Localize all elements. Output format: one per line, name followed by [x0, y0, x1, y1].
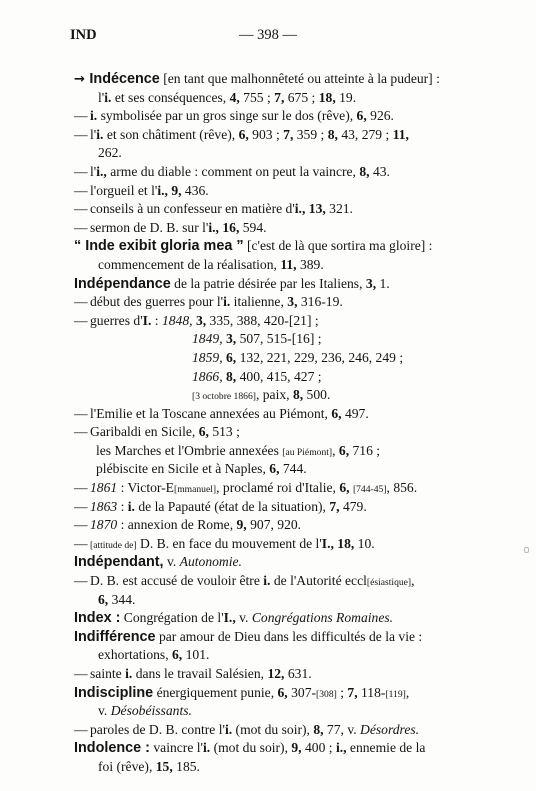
entry-heading: “ Inde exibit gloria mea ”	[74, 238, 244, 255]
index-subentry	[74, 144, 469, 163]
entry-text: 18,	[337, 535, 355, 551]
entry-text: i.	[90, 108, 98, 124]
entry-text: 101.	[182, 647, 210, 663]
entry-text: 15,	[155, 758, 173, 774]
index-subentry	[74, 182, 469, 201]
entry-text: 6,	[98, 591, 109, 607]
entry-text: 631.	[284, 666, 312, 681]
entry-text: : annexion de Rome,	[117, 517, 237, 533]
index-subentry	[74, 646, 469, 665]
entry-text: de la patrie désirée par les Italiens,	[170, 275, 366, 291]
entry-text: énergiquement punie,	[153, 684, 278, 700]
dash-marker: —	[74, 163, 88, 179]
entry-text: 675 ;	[284, 89, 319, 105]
entry-text: l'orgueil et l'	[90, 182, 158, 198]
entry-heading: Indécence	[89, 71, 160, 87]
index-subentry	[74, 200, 469, 219]
dash-marker: —	[74, 721, 88, 737]
entry-text: [ésiastique]	[366, 577, 412, 589]
entry-text: exhortations,	[98, 647, 172, 663]
entry-text: i.,	[294, 201, 306, 217]
entry-text: 497.	[341, 405, 369, 421]
entry-text: 6,	[172, 647, 183, 663]
entry-text: 744.	[279, 461, 307, 477]
index-subentry	[74, 591, 469, 610]
entry-text: 6,	[238, 126, 249, 142]
entry-text: 6,	[339, 480, 350, 496]
entry-text: :	[151, 312, 162, 328]
entry-text: 9,	[291, 740, 302, 756]
index-subentry	[74, 330, 469, 349]
entry-text: 389.	[296, 256, 324, 272]
entry-text: 1849,	[192, 331, 223, 347]
entry-text: symbolisée par un gros singe sur le dos (rêve),	[97, 108, 357, 124]
entry-text: début des guerres pour l'	[90, 294, 224, 310]
entry-text: l'Emilie et la Toscane annexées au Piémont,	[90, 405, 332, 421]
entry-text: Garibaldi en Sicile,	[90, 424, 199, 440]
entry-text: 6,	[226, 349, 237, 365]
entry-text: 262.	[98, 145, 122, 161]
index-subentry	[74, 386, 469, 405]
index-subentry	[74, 163, 469, 182]
entry-text: i.	[104, 89, 112, 105]
entry-text: 907, 920.	[246, 517, 302, 533]
entry-text: vaincre l'	[149, 740, 203, 756]
entry-text: de la Papauté (état de la situation),	[134, 498, 330, 514]
index-subentry	[74, 126, 469, 145]
entry-text: 321.	[325, 201, 353, 217]
entry-text: [744-45]	[352, 484, 387, 496]
entry-text: 11,	[392, 126, 409, 142]
entry-text: 1859,	[192, 349, 223, 365]
entry-text: 1848,	[161, 312, 193, 328]
entry-text: 716 ;	[349, 442, 381, 458]
index-entry	[74, 739, 469, 758]
index-subentry	[74, 349, 469, 368]
index-subentry	[74, 516, 469, 535]
entry-text: 8,	[327, 126, 338, 142]
entry-text: 6,	[198, 424, 209, 440]
entry-text: [en tant que malhonnêteté ou atteinte à la pudeur] :	[159, 71, 440, 86]
index-subentry	[74, 758, 469, 777]
entry-text: et ses conséquences,	[111, 89, 230, 105]
dash-marker: —	[74, 405, 88, 421]
entry-text: 359 ;	[293, 126, 328, 142]
entry-text: 926.	[366, 108, 394, 124]
index-subentry	[74, 460, 469, 479]
entry-text: dans le travail Salésien,	[132, 666, 268, 681]
entry-text: , paix,	[255, 387, 293, 403]
entry-text: 400, 415, 427 ;	[236, 368, 322, 384]
entry-text: 19.	[335, 89, 357, 105]
entry-text: , 856.	[386, 480, 418, 496]
entry-text: 344.	[108, 591, 136, 607]
entry-text: [au Piémont]	[282, 446, 333, 458]
entry-heading: Indépendance	[74, 275, 171, 292]
entry-text: 1863	[90, 498, 118, 514]
entry-text: 755 ;	[239, 89, 275, 105]
entry-heading: Indifférence	[74, 628, 156, 645]
entry-text: v.	[235, 610, 252, 626]
entry-text: 400 ;	[301, 740, 336, 756]
index-subentry	[74, 423, 469, 442]
dash-marker: —	[74, 480, 88, 496]
entry-text: v.	[163, 554, 180, 570]
entry-text: Autonomie.	[179, 554, 242, 570]
entry-text: 7,	[274, 89, 285, 105]
entry-text: ,	[411, 573, 415, 589]
entry-text: foi (rêve),	[98, 758, 156, 774]
entry-text: 8,	[226, 368, 237, 384]
entry-text: [attitude de]	[90, 539, 137, 551]
entry-text: i.	[127, 498, 135, 514]
entry-text: 4,	[229, 89, 240, 105]
entry-text: Désobéissants.	[110, 703, 192, 719]
dash-marker: —	[74, 108, 88, 124]
entry-text: 594.	[239, 219, 267, 235]
dash-marker: —	[74, 535, 88, 551]
entry-text: 8,	[313, 721, 324, 737]
index-subentry	[74, 721, 469, 740]
entry-text: ennemie de la	[346, 740, 426, 756]
dash-marker: —	[74, 517, 88, 533]
margin-mark	[524, 547, 529, 553]
index-subentry	[74, 498, 469, 517]
entry-text: 185.	[172, 758, 200, 774]
entry-text: 9,	[171, 182, 182, 198]
entry-text: 7,	[347, 684, 358, 700]
entry-text: 1.	[376, 275, 390, 291]
index-entry	[74, 609, 469, 628]
index-subentry	[74, 442, 469, 461]
index-entry	[74, 70, 469, 89]
entry-text: 6,	[277, 684, 288, 700]
index-subentry	[74, 535, 469, 554]
index-subentry	[74, 405, 469, 424]
entry-text: 12,	[267, 666, 285, 681]
entry-text: l'	[90, 163, 97, 179]
entry-text: 500.	[303, 387, 331, 403]
entry-text: 436.	[181, 182, 209, 198]
entry-text: ,	[405, 684, 410, 700]
entry-text: (mot du soir),	[232, 721, 314, 737]
entry-text: sainte	[90, 666, 126, 681]
entry-text: 6,	[331, 405, 342, 421]
entry-text: 7,	[329, 498, 340, 514]
entry-text: 118-	[357, 684, 386, 700]
dash-marker: —	[74, 182, 88, 198]
entry-text: 10.	[354, 535, 375, 551]
entry-heading: Indiscipline	[74, 684, 154, 701]
entry-text: 507, 515-[16] ;	[236, 331, 322, 347]
entry-text: guerres d'	[90, 312, 143, 328]
entry-text: Congrégations Romaines.	[251, 610, 394, 626]
entry-text: 3,	[365, 275, 377, 291]
dash-marker: —	[74, 312, 88, 328]
index-subentry	[74, 368, 469, 387]
entry-text: i.,	[335, 740, 347, 756]
entry-text: 18,	[318, 89, 336, 105]
dash-marker: —	[74, 424, 88, 440]
dash-marker: —	[74, 573, 88, 589]
entry-heading: Index :	[74, 610, 121, 627]
entry-text: i.	[263, 573, 271, 589]
entry-text: 335, 388, 420-[21] ;	[206, 312, 319, 328]
index-subentry	[74, 312, 469, 331]
entry-heading: Indépendant,	[74, 554, 164, 571]
entry-text: 11,	[280, 256, 297, 272]
entry-text: 43.	[369, 163, 390, 179]
entry-text: I.	[142, 312, 152, 328]
entry-text: 8,	[359, 163, 370, 179]
entry-text: (mot du soir),	[210, 740, 292, 756]
entry-text: ;	[336, 684, 348, 700]
entry-text: i.	[96, 126, 104, 142]
index-subentry	[74, 89, 469, 108]
entry-text: plébiscite en Sicile et à Naples,	[96, 461, 270, 477]
entry-text: arme du diable : comment on peut la vaincre,	[106, 163, 360, 179]
index-entry	[74, 684, 469, 703]
entry-text: i.	[223, 294, 231, 310]
entry-text: v.	[98, 703, 111, 719]
entry-text: →	[74, 72, 90, 87]
entry-text: [308]	[316, 688, 337, 700]
entry-text: i.	[203, 740, 211, 756]
entry-text: 1870	[90, 517, 118, 533]
entry-text: D. B. est accusé de vouloir être	[90, 573, 264, 589]
entry-text: 7,	[283, 126, 294, 142]
entry-text: paroles de D. B. contre l'	[90, 721, 225, 737]
index-entry	[74, 628, 469, 647]
entry-text: l'	[98, 89, 105, 105]
entry-text: 8,	[292, 387, 304, 403]
entry-text: D. B. en face du mouvement de l'	[136, 535, 322, 551]
entry-text: 77, v.	[323, 721, 361, 737]
entry-text: 3,	[226, 331, 237, 347]
entry-text: commencement de la réalisation,	[98, 256, 281, 272]
index-subentry	[74, 572, 469, 591]
entry-text: 3,	[287, 294, 298, 310]
entry-text: 479.	[339, 498, 367, 514]
entry-text: i.,	[157, 182, 168, 198]
dash-marker: —	[74, 666, 88, 681]
entry-text: 16,	[222, 219, 240, 235]
index-subentry	[74, 293, 469, 312]
entry-text: i.	[125, 666, 133, 681]
entry-text: sermon de D. B. sur l'	[90, 219, 209, 235]
index-entries	[74, 70, 469, 777]
entry-text: , proclamé roi d'Italie,	[216, 480, 340, 496]
entry-text: 1866,	[192, 368, 223, 384]
dash-marker: —	[74, 126, 88, 142]
page-number: — 398 —	[239, 27, 297, 43]
entry-text: 513 ;	[208, 424, 240, 440]
entry-text: 3,	[195, 312, 207, 328]
entry-text: i.,	[96, 163, 107, 179]
entry-text: Désordres.	[360, 721, 420, 737]
entry-text: 9,	[236, 517, 247, 533]
entry-heading: Indolence :	[74, 740, 150, 757]
index-entry	[74, 553, 469, 572]
entry-text: Congrégation de l'	[120, 610, 224, 626]
entry-text: par amour de Dieu dans les difficultés de la vie :	[155, 628, 423, 644]
entry-text: :	[117, 498, 128, 514]
entry-text: l'	[90, 126, 97, 142]
entry-text: 132, 221, 229, 236, 246, 249 ;	[236, 349, 404, 365]
dash-marker: —	[74, 294, 88, 310]
entry-text: les Marches et l'Ombrie annexées	[96, 442, 283, 458]
index-subentry	[74, 702, 469, 721]
entry-text: ,	[332, 442, 339, 458]
entry-text: 6,	[338, 442, 350, 458]
entry-text: [c'est de là que sortira ma gloire] :	[243, 238, 433, 254]
entry-text: [3 octobre 1866]	[192, 391, 256, 403]
entry-text: 13,	[308, 201, 326, 217]
entry-text: [119]	[385, 688, 406, 700]
index-subentry	[74, 219, 469, 238]
entry-text: I.,	[321, 535, 334, 551]
entry-text: 6,	[356, 108, 367, 124]
section-label: IND	[70, 27, 97, 43]
dash-marker: —	[74, 498, 88, 514]
entry-text: de l'Autorité eccl	[270, 573, 367, 589]
entry-text: conseils à un confesseur en matière d'	[90, 201, 295, 217]
entry-text: 1861	[90, 480, 118, 496]
entry-text: 43, 279 ;	[337, 126, 393, 142]
index-entry	[74, 237, 469, 256]
index-subentry	[74, 665, 469, 684]
entry-text: i.,	[208, 219, 219, 235]
page-header	[0, 26, 536, 46]
entry-text: et son châtiment (rêve),	[103, 126, 239, 142]
entry-text: 316-19.	[297, 294, 343, 310]
entry-text: 307-	[287, 684, 317, 700]
dash-marker: —	[74, 201, 88, 217]
entry-text: 903 ;	[248, 126, 284, 142]
entry-text: [mmanuel]	[174, 484, 217, 496]
dash-marker: —	[74, 219, 88, 235]
entry-text: I.,	[223, 610, 236, 626]
entry-text: 6,	[269, 461, 280, 477]
index-subentry	[74, 107, 469, 126]
entry-text: italienne,	[230, 294, 288, 310]
entry-text: i.	[224, 721, 233, 737]
entry-text: : Victor-E	[117, 480, 174, 496]
index-subentry	[74, 256, 469, 275]
index-subentry	[74, 479, 469, 498]
index-entry	[74, 275, 469, 294]
